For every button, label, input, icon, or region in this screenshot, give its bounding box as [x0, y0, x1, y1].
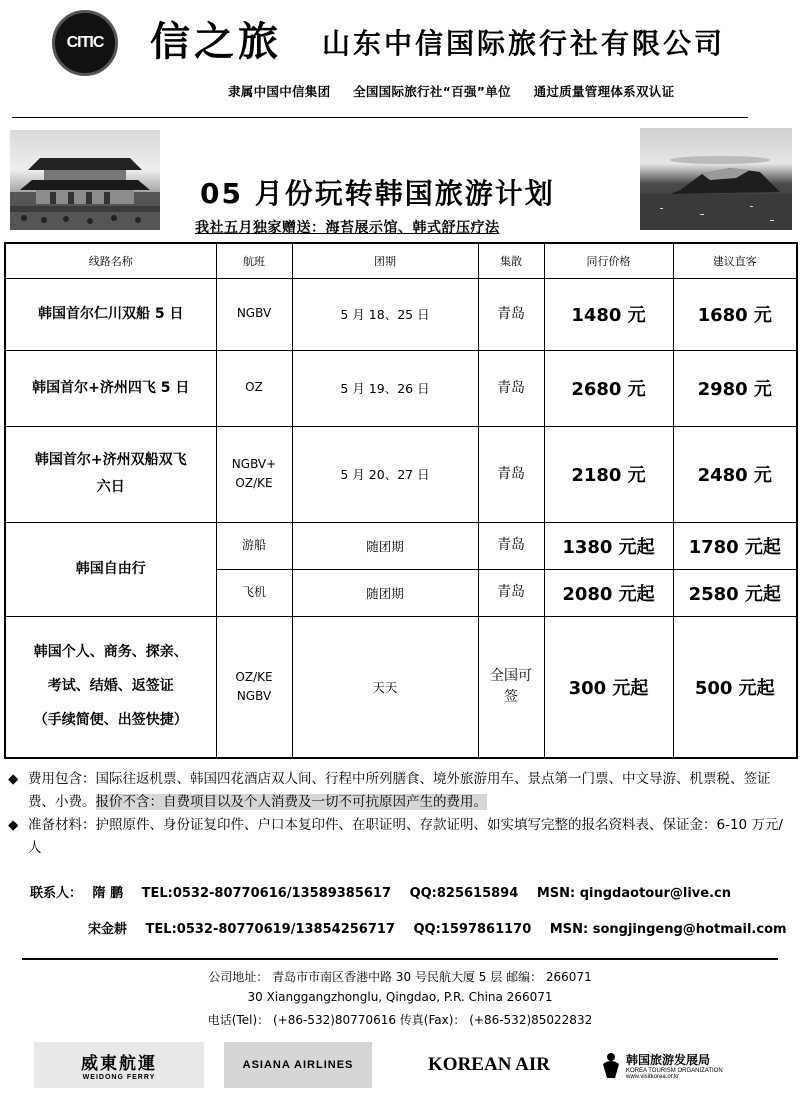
affiliation-item: 通过质量管理体系双认证 — [533, 84, 675, 99]
affiliation-line — [228, 82, 692, 100]
company-name: 山东中信国际旅行社有限公司 — [322, 27, 726, 60]
origin-city: 青岛 — [478, 278, 544, 350]
palace-photo — [10, 130, 160, 230]
origin-city: 青岛 — [478, 426, 544, 522]
banner-title: 05 月份玩转韩国旅游计划 — [200, 177, 555, 210]
origin-line: 签 — [504, 688, 518, 705]
route-name-line: 六日 — [96, 479, 125, 495]
origin-city: 青岛 — [478, 569, 544, 616]
peer-price: 1480 元 — [544, 278, 673, 350]
origin-city: 青岛 — [478, 350, 544, 426]
peer-price: 2080 元起 — [544, 569, 673, 616]
route-name-line: （手续简便、出签快捷） — [33, 711, 188, 728]
address-en: 30 Xianggangzhonglu, Qingdao, P.R. China 266071 — [247, 990, 553, 1004]
retail-price: 500 元起 — [673, 616, 797, 758]
brand-script: 信之旅 — [150, 18, 282, 65]
palace-illustration — [10, 130, 160, 230]
contact-msn[interactable]: qingdaotour@live.cn — [579, 886, 731, 901]
note-materials — [8, 814, 792, 860]
flight: 飞机 — [216, 569, 292, 616]
route-name — [5, 616, 216, 758]
address-cn: 公司地址： 青岛市市南区香港中路 30 号民航大厦 5 层 邮编： 266071 — [208, 970, 592, 984]
korean-air-logo — [414, 1042, 564, 1088]
route-name-line: 韩国个人、商务、探亲、 — [33, 644, 188, 661]
contact-qq: QQ:825615894 — [409, 886, 519, 901]
column-header: 集散 — [478, 243, 544, 278]
flight — [216, 616, 292, 758]
flight: OZ — [216, 350, 292, 426]
contact-name: 宋金耕 — [88, 922, 128, 937]
flight: NGBV — [216, 278, 292, 350]
header-divider — [12, 117, 748, 118]
contact-label: 联系人： — [30, 886, 83, 901]
peer-price: 300 元起 — [544, 616, 673, 758]
table-row — [5, 426, 797, 522]
retail-price: 2480 元 — [673, 426, 797, 522]
peer-price: 2680 元 — [544, 350, 673, 426]
diamond-bullet-icon: ◆ — [8, 771, 19, 787]
tour-dates: 天天 — [292, 616, 478, 758]
flight-line: OZ/KE — [235, 476, 273, 490]
route-name: 韩国首尔仁川双船 5 日 — [5, 278, 216, 350]
retail-price: 2980 元 — [673, 350, 797, 426]
kto-en: KOREA TOURISM ORGANIZATION — [626, 1067, 723, 1074]
materials-text: 准备材料：护照原件、身份证复印件、户口本复印件、在职证明、存款证明、如实填写完整的报名资料表、保证金：6-10 万元/人 — [28, 817, 783, 856]
affiliation-item: 全国国际旅行社“百强”单位 — [353, 84, 511, 99]
column-header: 同行价格 — [544, 243, 673, 278]
contact-msn-label: MSN: — [536, 886, 576, 901]
contact-line — [30, 882, 731, 901]
origin-city: 青岛 — [478, 522, 544, 569]
cost-excluded-text: 报价不含：自费项目以及个人消费及一切不可抗原因产生的费用。 — [95, 794, 487, 810]
origin-city — [478, 616, 544, 758]
contact-qq: QQ:1597861170 — [413, 922, 532, 937]
origin-line: 全国可 — [490, 667, 532, 684]
column-header: 团期 — [292, 243, 478, 278]
peer-price: 2180 元 — [544, 426, 673, 522]
weidong-ferry-logo — [34, 1042, 204, 1088]
kto-figure-icon — [600, 1052, 622, 1078]
table-row — [5, 522, 797, 569]
flight — [216, 426, 292, 522]
tour-dates: 5 月 20、27 日 — [292, 426, 478, 522]
korean-air-text: KOREAN AIR — [428, 1054, 550, 1075]
weidong-cn: 威東航運 — [81, 1054, 157, 1074]
route-name-line: 考试、结婚、返签证 — [47, 677, 174, 694]
asiana-airlines-logo — [224, 1042, 372, 1088]
citic-logo — [52, 10, 118, 76]
peer-price: 1380 元起 — [544, 522, 673, 569]
phone-fax: 电话(Tel)： (+86-532)80770616 传真(Fax)： (+86-532)85022832 — [207, 1013, 593, 1027]
flight-line: NGBV+ — [231, 456, 277, 471]
tour-dates: 随团期 — [292, 522, 478, 569]
retail-price: 1780 元起 — [673, 522, 797, 569]
route-name-line: 韩国首尔+济州双船双飞 — [34, 452, 187, 469]
flight-line: NGBV — [236, 688, 272, 703]
route-name: 韩国自由行 — [5, 522, 216, 616]
tour-plan-table — [4, 242, 798, 759]
retail-price: 1680 元 — [673, 278, 797, 350]
note-cost — [8, 768, 792, 814]
retail-price: 2580 元起 — [673, 569, 797, 616]
table-row — [5, 350, 797, 426]
kto-url: www.visitkorea.or.kr — [626, 1073, 680, 1080]
contact-msn-label: MSN: — [549, 922, 589, 937]
banner-subtitle: 我社五月独家赠送：海苔展示馆、韩式舒压疗法 — [195, 220, 500, 236]
tour-dates: 5 月 18、25 日 — [292, 278, 478, 350]
island-photo — [640, 128, 792, 230]
table-header-row — [5, 243, 797, 278]
contact-msn[interactable]: songjingeng@hotmail.com — [592, 922, 787, 937]
contact-tel: TEL:0532-80770616/13589385617 — [141, 886, 392, 901]
island-illustration — [640, 128, 792, 230]
kto-cn: 韩国旅游发展局 — [626, 1052, 711, 1067]
korea-tourism-logo — [596, 1042, 732, 1088]
flight-line: OZ/KE — [235, 669, 273, 684]
tour-dates: 5 月 19、26 日 — [292, 350, 478, 426]
affiliation-item: 隶属中国中信集团 — [228, 84, 331, 99]
contact-tel: TEL:0532-80770619/13854256717 — [145, 922, 395, 937]
contact-line — [88, 918, 787, 937]
table-row — [5, 616, 797, 758]
asiana-text: ASIANA AIRLINES — [242, 1059, 354, 1071]
notes-section — [8, 768, 792, 860]
route-name: 韩国首尔+济州四飞 5 日 — [5, 350, 216, 426]
flight: 游船 — [216, 522, 292, 569]
citic-logo-text: CITIC — [66, 34, 104, 51]
contact-name: 隋 鹏 — [92, 886, 124, 901]
column-header: 航班 — [216, 243, 292, 278]
cost-included-text: 费用包含：国际往返机票、韩国四花酒店双人间、行程中所列膳食、境外旅游用车、景点第一门票、中文导游、机票税、签证费、小费。 — [28, 771, 771, 810]
column-header: 建议直客 — [673, 243, 797, 278]
weidong-en: WEIDONG FERRY — [82, 1074, 156, 1081]
column-header: 线路名称 — [5, 243, 216, 278]
tour-dates: 随团期 — [292, 569, 478, 616]
table-row — [5, 278, 797, 350]
diamond-bullet-icon: ◆ — [8, 817, 19, 833]
footer-divider — [22, 958, 778, 960]
route-name — [5, 426, 216, 522]
